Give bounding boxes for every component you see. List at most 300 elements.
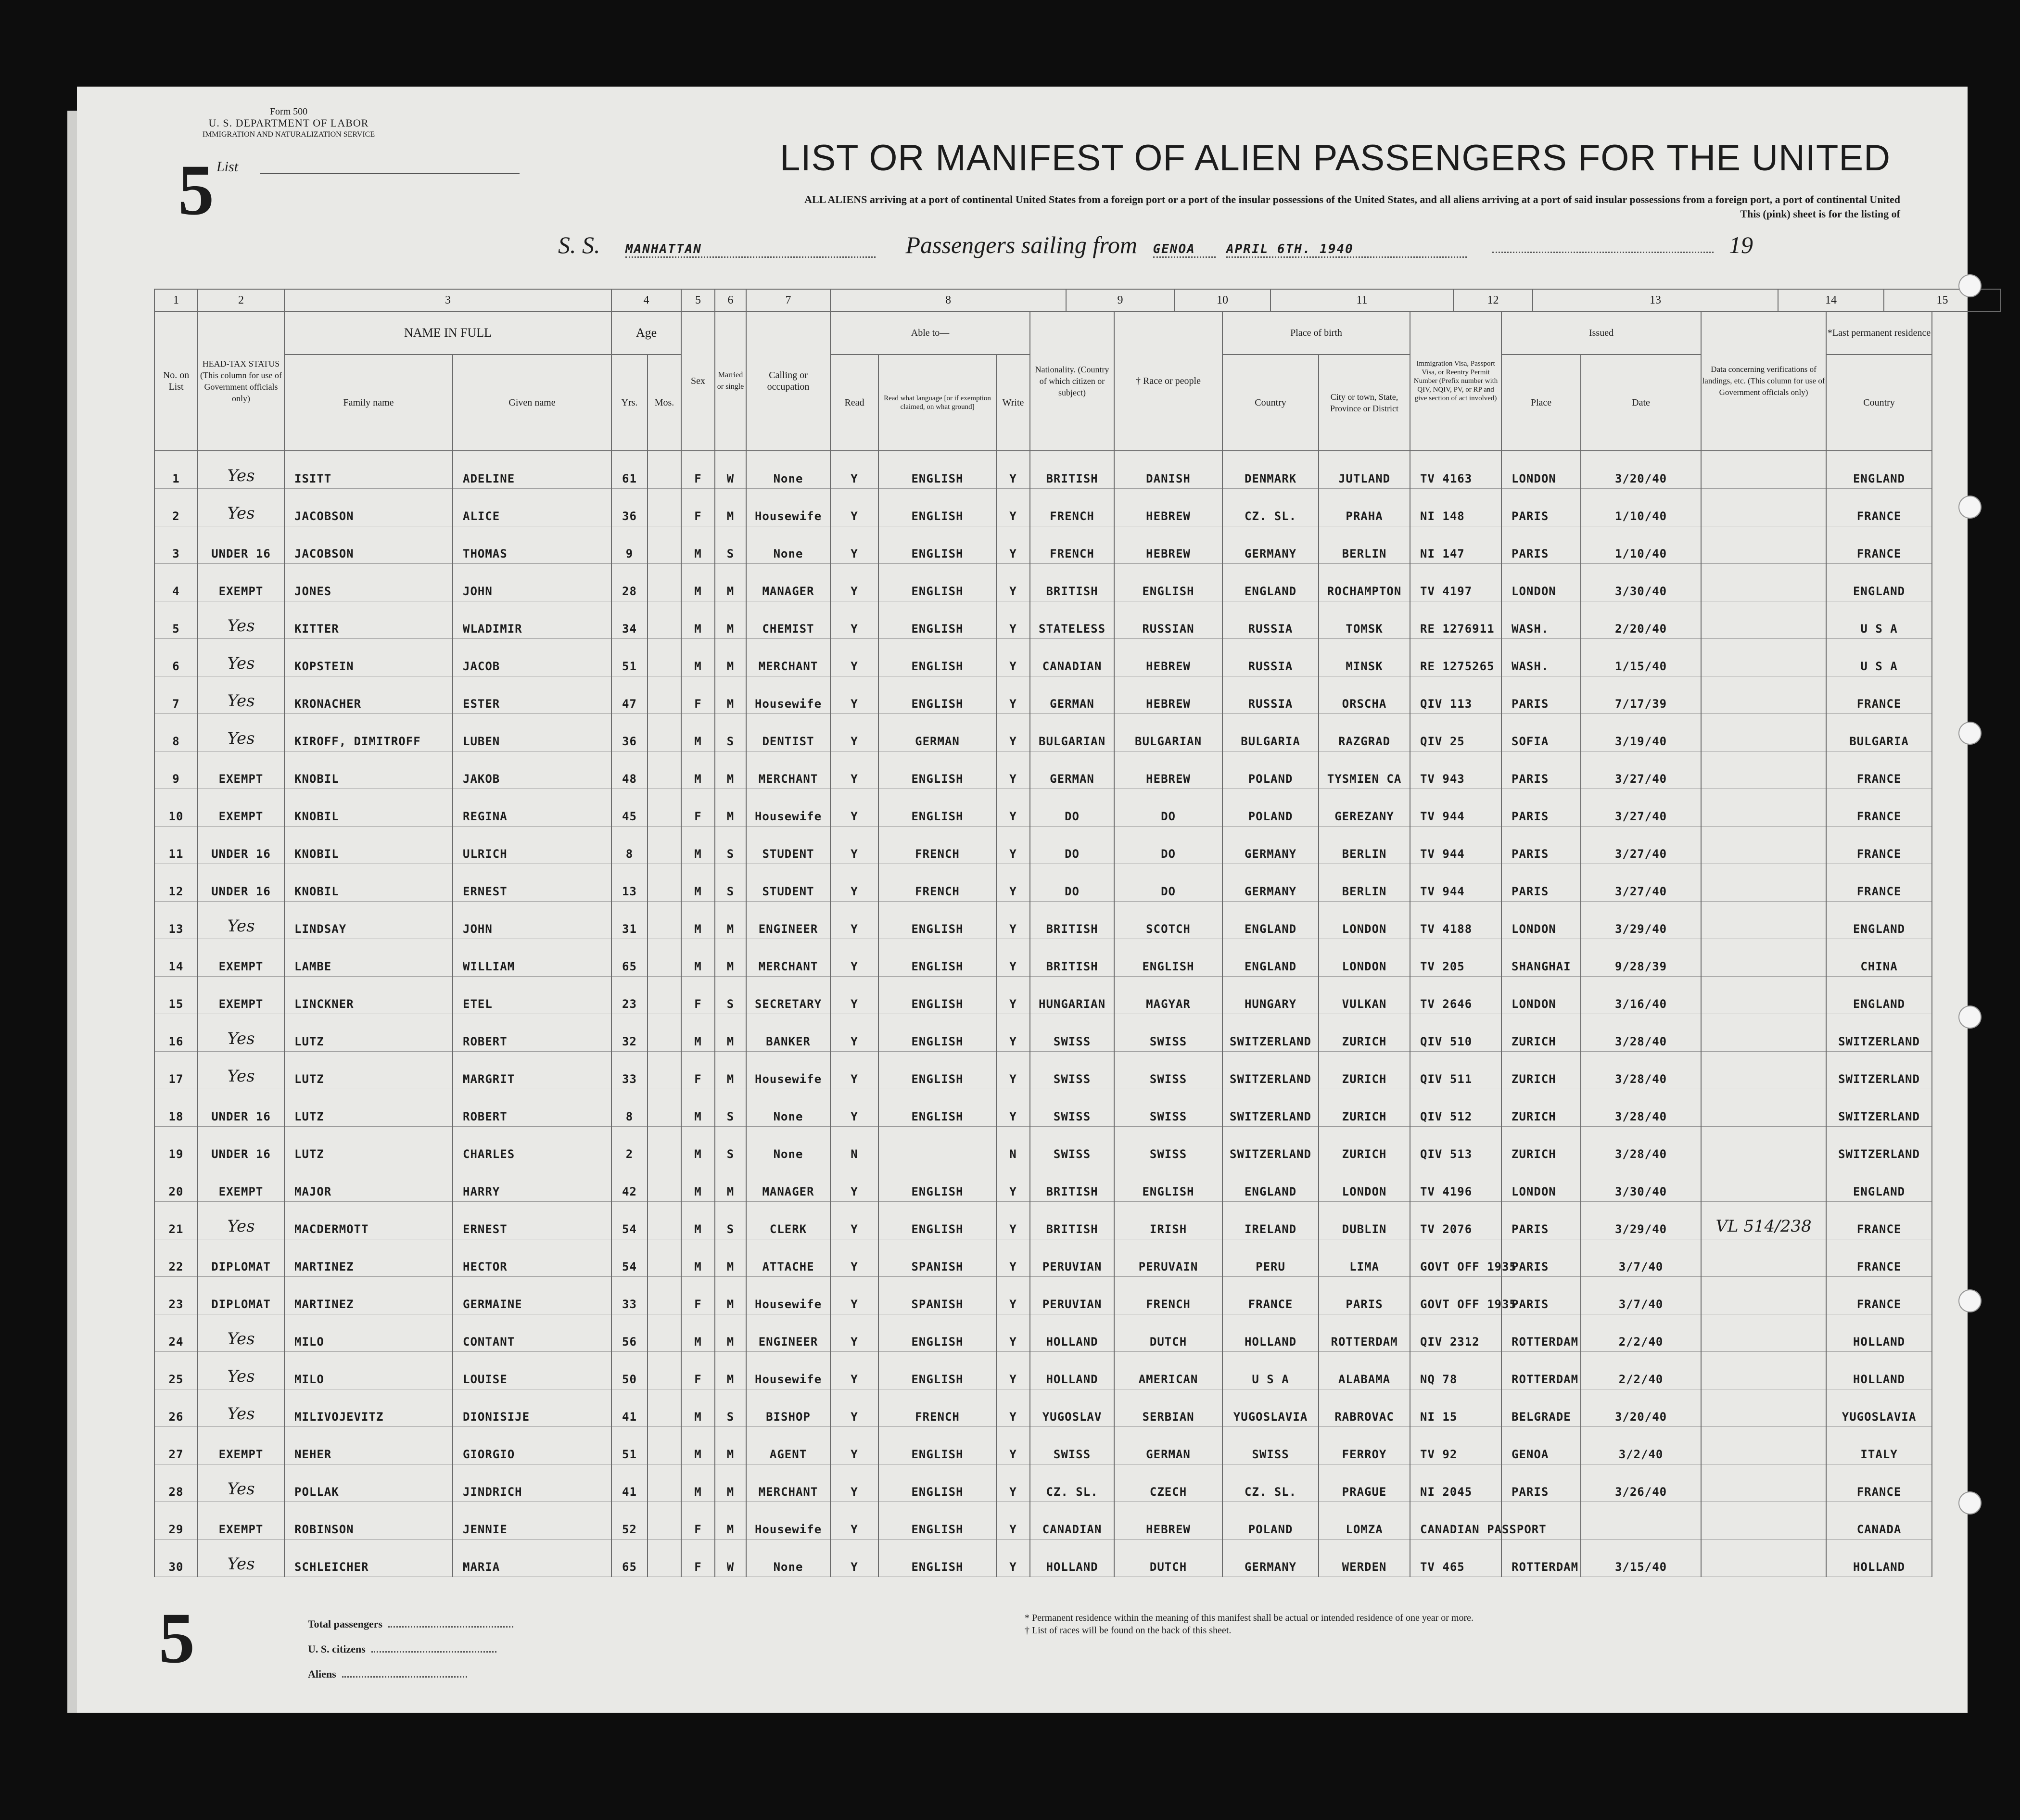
given-name: WILLIAM [453,939,611,977]
residence-country: FRANCE [1826,827,1932,864]
age-years: 47 [611,676,648,714]
marital-status: S [715,1389,746,1427]
row-number: 10 [154,789,198,827]
can-write: Y [996,1314,1030,1352]
birth-country: GERMANY [1222,864,1319,902]
sex: M [681,751,715,789]
head-tax-status: EXEMPT [198,1427,284,1464]
race: DO [1114,864,1222,902]
table-row [154,1202,2001,1239]
age-years: 51 [611,639,648,676]
given-name: JOHN [453,902,611,939]
age-years: 51 [611,1427,648,1464]
can-read: Y [830,639,878,676]
age-months [648,1389,681,1427]
race: RUSSIAN [1114,601,1222,639]
family-name: JONES [284,564,453,601]
race: AMERICAN [1114,1352,1222,1389]
family-name: KNOBIL [284,751,453,789]
marital-status: M [715,751,746,789]
given-name: ERNEST [453,1202,611,1239]
read-language: ENGLISH [878,639,996,676]
table-row [154,1540,2001,1577]
visa-number: QIV 511 [1410,1052,1501,1089]
residence-country: ENGLAND [1826,1164,1932,1202]
family-name: SCHLEICHER [284,1540,453,1577]
col-yrs-header: Yrs. [611,355,648,451]
verification-note [1701,1089,1826,1127]
sex: M [681,1464,715,1502]
age-years: 34 [611,601,648,639]
family-name: LINCKNER [284,977,453,1014]
given-name: JENNIE [453,1502,611,1540]
verification-note [1701,489,1826,526]
race: HEBREW [1114,751,1222,789]
sailing-port: GENOA [1153,242,1216,258]
age-months [648,564,681,601]
read-language: ENGLISH [878,977,996,1014]
issued-date: 3/28/40 [1581,1014,1701,1052]
col-no-header: No. on List [154,311,198,451]
table-row [154,1164,2001,1202]
race: ENGLISH [1114,564,1222,601]
spacer [1932,355,2001,451]
aliens-blank [342,1676,467,1678]
race: ENGLISH [1114,1164,1222,1202]
verification-note [1701,939,1826,977]
race: SWISS [1114,1089,1222,1127]
colnum-10: 10 [1174,289,1270,311]
read-language: ENGLISH [878,601,996,639]
visa-number: NI 148 [1410,489,1501,526]
row-number: 17 [154,1052,198,1089]
visa-number: CANADIAN PASSPORT [1410,1502,1501,1540]
passenger-rows [154,451,2001,1577]
race: HEBREW [1114,676,1222,714]
age-years: 33 [611,1277,648,1314]
head-tax-status: Yes [198,639,284,676]
can-write: Y [996,714,1030,751]
given-name: CONTANT [453,1314,611,1352]
verification-note [1701,676,1826,714]
manifest-sheet [77,87,1968,1713]
can-read: Y [830,1314,878,1352]
race: IRISH [1114,1202,1222,1239]
verification-note [1701,526,1826,564]
row-number: 1 [154,451,198,489]
age-months [648,489,681,526]
issued-date: 3/19/40 [1581,714,1701,751]
verification-note [1701,1464,1826,1502]
race: DO [1114,789,1222,827]
can-read: Y [830,1389,878,1427]
verification-note [1701,1014,1826,1052]
age-months [648,451,681,489]
visa-number: QIV 2312 [1410,1314,1501,1352]
read-language: ENGLISH [878,526,996,564]
issued-place: ZURICH [1501,1052,1581,1089]
given-name: ROBERT [453,1089,611,1127]
us-citizens-blank [371,1651,496,1653]
race: SERBIAN [1114,1389,1222,1427]
visa-number: QIV 512 [1410,1089,1501,1127]
visa-number: NI 2045 [1410,1464,1501,1502]
verification-note [1701,1389,1826,1427]
marital-status: M [715,902,746,939]
nationality: SWISS [1030,1427,1114,1464]
can-write: Y [996,639,1030,676]
occupation: STUDENT [746,864,830,902]
age-years: 8 [611,1089,648,1127]
age-months [648,864,681,902]
age-years: 9 [611,526,648,564]
sex: M [681,1164,715,1202]
nationality: CANADIAN [1030,1502,1114,1540]
read-language: ENGLISH [878,564,996,601]
head-tax-status: EXEMPT [198,751,284,789]
sex: F [681,1540,715,1577]
aliens-label: Aliens [308,1668,336,1680]
given-name: GERMAINE [453,1277,611,1314]
head-tax-status: DIPLOMAT [198,1239,284,1277]
can-write: Y [996,601,1030,639]
race: SWISS [1114,1127,1222,1164]
family-name: LUTZ [284,1089,453,1127]
sex: M [681,827,715,864]
family-name: LUTZ [284,1052,453,1089]
visa-number: TV 4196 [1410,1164,1501,1202]
occupation: BANKER [746,1014,830,1052]
age-years: 45 [611,789,648,827]
residence-country: U S A [1826,601,1932,639]
given-name: ULRICH [453,827,611,864]
table-row [154,526,2001,564]
table-row [154,977,2001,1014]
row-number: 2 [154,489,198,526]
issued-date: 3/29/40 [1581,1202,1701,1239]
sex: M [681,902,715,939]
head-tax-status: Yes [198,451,284,489]
issued-date: 3/20/40 [1581,1389,1701,1427]
list-number: 5 [178,150,214,230]
occupation: Housewife [746,789,830,827]
occupation: None [746,1127,830,1164]
issued-place: LONDON [1501,977,1581,1014]
age-years: 28 [611,564,648,601]
verification-note [1701,1502,1826,1540]
race: HEBREW [1114,1502,1222,1540]
age-months [648,977,681,1014]
marital-status: S [715,526,746,564]
marital-status: M [715,564,746,601]
table-row [154,864,2001,902]
col-married-header: Married or single [715,311,746,451]
can-write: Y [996,977,1030,1014]
family-name: JACOBSON [284,489,453,526]
birth-city: TOMSK [1319,601,1410,639]
sex: F [681,1052,715,1089]
residence-country: ENGLAND [1826,902,1932,939]
issued-date: 1/15/40 [1581,639,1701,676]
marital-status: M [715,789,746,827]
birth-city: FERROY [1319,1427,1410,1464]
can-read: Y [830,789,878,827]
race: GERMAN [1114,1427,1222,1464]
marital-status: M [715,489,746,526]
occupation: ATTACHE [746,1239,830,1277]
occupation: ENGINEER [746,902,830,939]
visa-number: TV 944 [1410,864,1501,902]
birth-country: POLAND [1222,751,1319,789]
visa-number: QIV 25 [1410,714,1501,751]
can-write: Y [996,489,1030,526]
given-name: CHARLES [453,1127,611,1164]
verification-note [1701,1164,1826,1202]
sex: F [681,1277,715,1314]
row-number: 24 [154,1314,198,1352]
head-tax-status: EXEMPT [198,939,284,977]
marital-status: S [715,714,746,751]
can-write: Y [996,1052,1030,1089]
read-language: ENGLISH [878,1427,996,1464]
row-number: 15 [154,977,198,1014]
race: MAGYAR [1114,977,1222,1014]
age-months [648,1502,681,1540]
row-number: 6 [154,639,198,676]
issued-date: 3/28/40 [1581,1052,1701,1089]
nationality: HOLLAND [1030,1314,1114,1352]
total-passengers-label: Total passengers [308,1618,383,1630]
list-label: List [216,159,239,175]
sex: F [681,676,715,714]
binder-hole [1958,1491,1982,1515]
can-write: Y [996,1277,1030,1314]
family-name: MILO [284,1352,453,1389]
age-months [648,1464,681,1502]
table-row [154,1277,2001,1314]
birth-country: GERMANY [1222,827,1319,864]
occupation: AGENT [746,1427,830,1464]
totals-block [308,1612,513,1687]
birth-country: SWISS [1222,1427,1319,1464]
family-name: NEHER [284,1427,453,1464]
visa-number: TV 92 [1410,1427,1501,1464]
family-name: JACOBSON [284,526,453,564]
subtitle-line-2: This (pink) sheet is for the listing of [1740,208,1900,220]
can-write: Y [996,1540,1030,1577]
verification-note [1701,1427,1826,1464]
family-name: LUTZ [284,1127,453,1164]
birth-country: HOLLAND [1222,1314,1319,1352]
issued-date: 3/27/40 [1581,789,1701,827]
marital-status: M [715,1164,746,1202]
age-years: 61 [611,451,648,489]
read-language: ENGLISH [878,902,996,939]
race: FRENCH [1114,1277,1222,1314]
residence-country: SWITZERLAND [1826,1089,1932,1127]
can-write: Y [996,1239,1030,1277]
issued-place: PARIS [1501,789,1581,827]
birth-city: RABROVAC [1319,1389,1410,1427]
birth-city: LONDON [1319,902,1410,939]
family-name: LAMBE [284,939,453,977]
nationality: BRITISH [1030,902,1114,939]
visa-number: TV 4188 [1410,902,1501,939]
issued-date: 3/16/40 [1581,977,1701,1014]
sex: M [681,1127,715,1164]
verification-note [1701,864,1826,902]
nationality: DO [1030,789,1114,827]
row-number: 20 [154,1164,198,1202]
read-language: ENGLISH [878,451,996,489]
issued-date: 3/27/40 [1581,751,1701,789]
race: HEBREW [1114,639,1222,676]
given-name: JAKOB [453,751,611,789]
colnum-6: 6 [715,289,746,311]
birth-city: BERLIN [1319,526,1410,564]
birth-city: JUTLAND [1319,451,1410,489]
issued-date: 3/27/40 [1581,864,1701,902]
family-name: POLLAK [284,1464,453,1502]
nationality: HOLLAND [1030,1352,1114,1389]
column-number-row [154,289,2001,311]
row-number: 27 [154,1427,198,1464]
verification-note [1701,1352,1826,1389]
given-name: JINDRICH [453,1464,611,1502]
table-row [154,451,2001,489]
age-years: 65 [611,939,648,977]
nationality: BRITISH [1030,939,1114,977]
marital-status: M [715,639,746,676]
issued-place: ZURICH [1501,1014,1581,1052]
marital-status: M [715,1464,746,1502]
nationality: BRITISH [1030,451,1114,489]
sailing-date: APRIL 6TH. 1940 [1226,242,1467,258]
birth-city: RAZGRAD [1319,714,1410,751]
issued-place: WASH. [1501,639,1581,676]
head-tax-status: Yes [198,1352,284,1389]
sex: M [681,1427,715,1464]
race: DUTCH [1114,1540,1222,1577]
given-name: ETEL [453,977,611,1014]
sex: M [681,564,715,601]
birth-city: GEREZANY [1319,789,1410,827]
age-years: 33 [611,1052,648,1089]
ship-name: MANHATTAN [625,242,876,258]
residence-country: FRANCE [1826,864,1932,902]
issued-place: PARIS [1501,1239,1581,1277]
visa-number: RE 1275265 [1410,639,1501,676]
nationality: BRITISH [1030,564,1114,601]
marital-status: S [715,864,746,902]
issued-place: LONDON [1501,1164,1581,1202]
residence-country: SWITZERLAND [1826,1127,1932,1164]
verification-note [1701,977,1826,1014]
head-tax-status: Yes [198,1052,284,1089]
issued-date: 1/10/40 [1581,489,1701,526]
verification-note [1701,789,1826,827]
can-read: Y [830,977,878,1014]
marital-status: M [715,1314,746,1352]
col-calling-header: Calling or occupation [746,311,830,451]
verification-note [1701,1239,1826,1277]
given-name: ERNEST [453,864,611,902]
residence-country: YUGOSLAVIA [1826,1389,1932,1427]
nationality: SWISS [1030,1014,1114,1052]
residence-country: FRANCE [1826,489,1932,526]
sex: M [681,601,715,639]
table-row [154,639,2001,676]
row-number: 3 [154,526,198,564]
read-language: ENGLISH [878,676,996,714]
read-language: ENGLISH [878,1352,996,1389]
nationality: HUNGARIAN [1030,977,1114,1014]
row-number: 29 [154,1502,198,1540]
residence-country: FRANCE [1826,1202,1932,1239]
issued-place: SHANGHAI [1501,939,1581,977]
verification-note [1701,902,1826,939]
issued-date: 3/30/40 [1581,564,1701,601]
read-language: ENGLISH [878,751,996,789]
department-name: U. S. DEPARTMENT OF LABOR [208,117,369,129]
issued-place: PARIS [1501,489,1581,526]
verification-note [1701,714,1826,751]
birth-city: ZURICH [1319,1052,1410,1089]
marital-status: M [715,1014,746,1052]
row-number: 11 [154,827,198,864]
family-name: MACDERMOTT [284,1202,453,1239]
age-years: 36 [611,489,648,526]
spacer [1932,311,2001,355]
residence-country: CANADA [1826,1502,1932,1540]
head-tax-status: EXEMPT [198,564,284,601]
issued-date: 3/30/40 [1581,1164,1701,1202]
issued-date: 3/28/40 [1581,1127,1701,1164]
sex: M [681,526,715,564]
col-birth-city-header: City or town, State, Province or District [1319,355,1410,451]
birth-country: ENGLAND [1222,564,1319,601]
visa-number: TV 943 [1410,751,1501,789]
issued-place: WASH. [1501,601,1581,639]
col-birthplace-header: Place of birth [1222,311,1410,355]
family-name: MAJOR [284,1164,453,1202]
birth-country: YUGOSLAVIA [1222,1389,1319,1427]
sex: M [681,1014,715,1052]
nationality: FRENCH [1030,526,1114,564]
age-months [648,1164,681,1202]
issued-place: PARIS [1501,827,1581,864]
residence-country: BULGARIA [1826,714,1932,751]
issued-date: 3/20/40 [1581,451,1701,489]
issued-date: 7/17/39 [1581,676,1701,714]
residence-country: ENGLAND [1826,451,1932,489]
age-months [648,1239,681,1277]
list-line [260,173,520,174]
sex: M [681,1202,715,1239]
colnum-12: 12 [1453,289,1533,311]
table-row [154,827,2001,864]
verification-note [1701,1314,1826,1352]
birth-country: HUNGARY [1222,977,1319,1014]
us-citizens-label: U. S. citizens [308,1643,366,1655]
race: DANISH [1114,451,1222,489]
read-language: FRENCH [878,864,996,902]
birth-country: CZ. SL. [1222,1464,1319,1502]
residence-country: FRANCE [1826,526,1932,564]
col-residence-header: *Last permanent residence [1826,311,1932,355]
row-number: 13 [154,902,198,939]
marital-status: M [715,1352,746,1389]
